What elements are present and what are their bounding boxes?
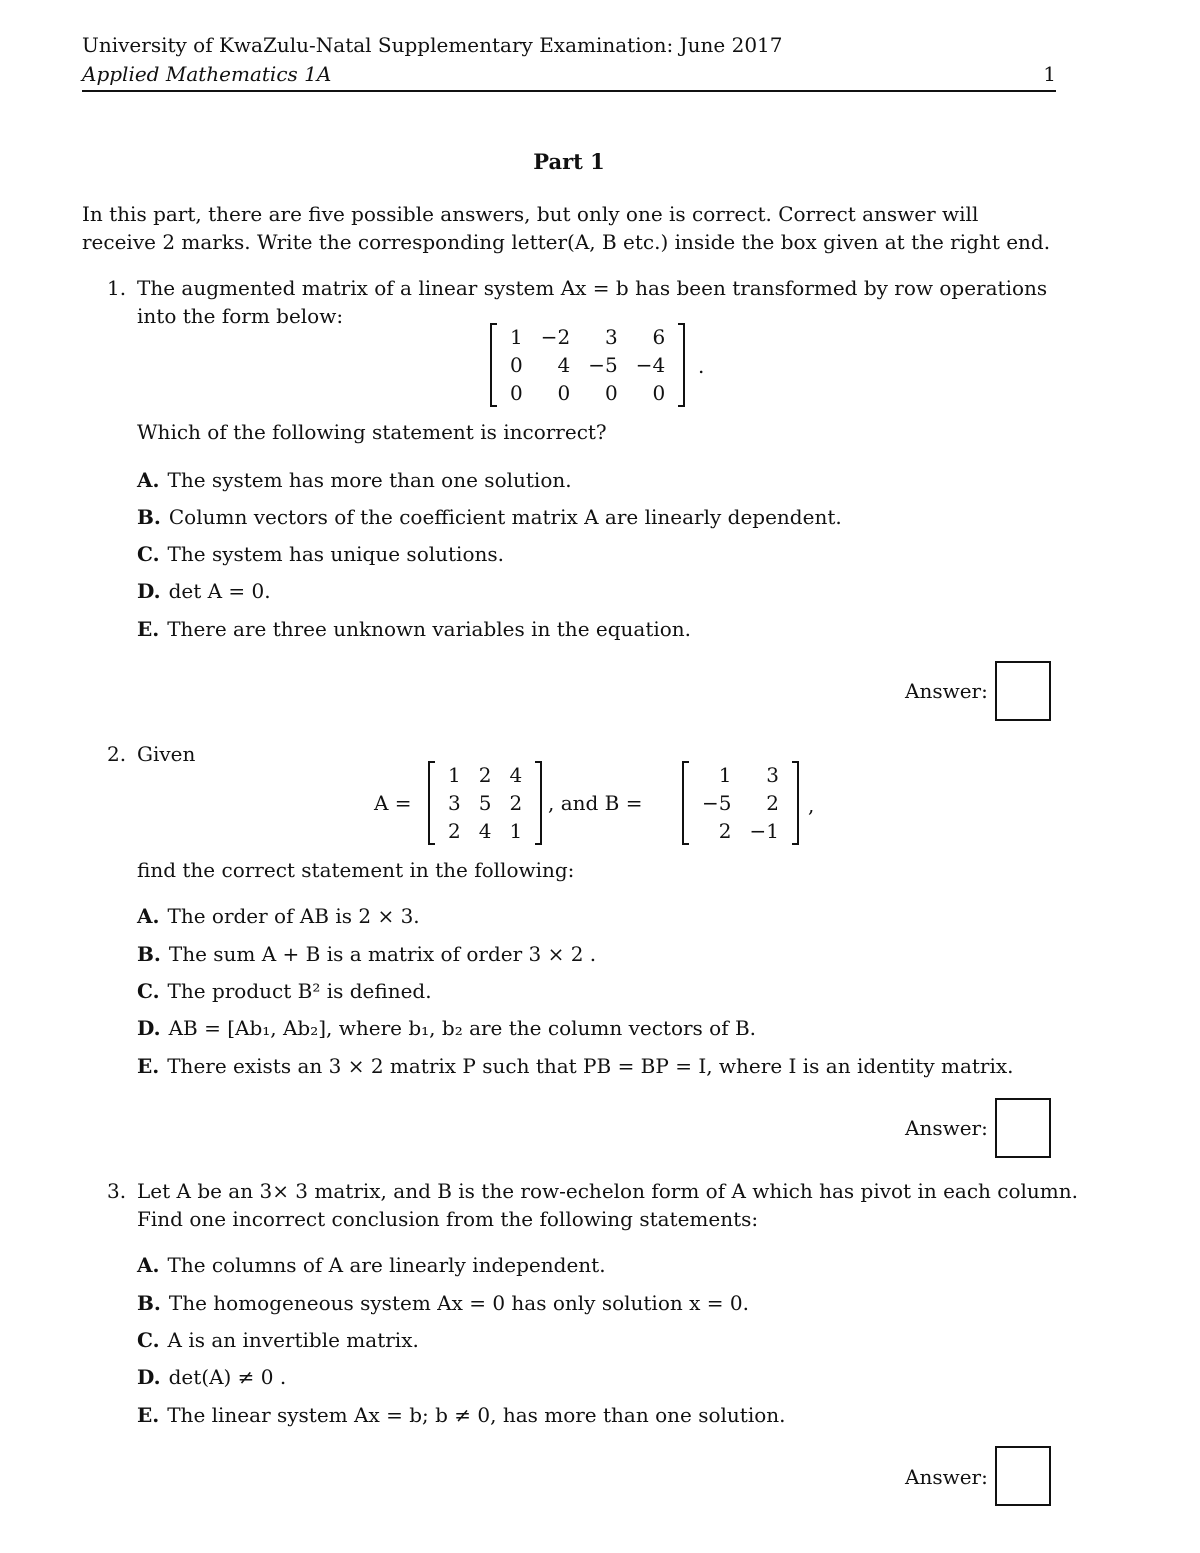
q2-prompt: find the correct statement in the following:: [137, 858, 575, 882]
page-number: 1: [1043, 62, 1056, 86]
q3-text-line2: Find one incorrect conclusion from the following statements:: [137, 1207, 759, 1231]
q1-option-d: [137, 577, 271, 605]
q2-a-label: A =: [374, 791, 412, 815]
q3-answer-label: Answer:: [905, 1465, 988, 1489]
option-text: The linear system Ax = b; b ≠ 0, has more than one solution.: [167, 1403, 786, 1427]
matrix-cell: 0: [557, 381, 571, 405]
matrix-cell: 2: [766, 791, 779, 815]
option-text: A is an invertible matrix.: [167, 1328, 419, 1352]
matrix-cell: 4: [557, 353, 571, 377]
matrix-cell: 2: [509, 791, 523, 815]
part-title: Part 1: [533, 149, 605, 174]
option-text: There exists an 3 × 2 matrix P such that PB = BP = I, where I is an identity matrix.: [167, 1054, 1014, 1078]
matrix-cell: 2: [478, 763, 492, 787]
matrix-cell: 0: [652, 381, 666, 405]
option-text: The order of AB is 2 × 3.: [167, 904, 420, 928]
matrix-cell: 2: [718, 819, 732, 843]
q1-augmented-matrix: [490, 323, 685, 407]
q3-option-a: [137, 1251, 606, 1279]
q2-matrix-b: [682, 761, 799, 845]
matrix-cell: 1: [448, 763, 461, 787]
option-letter: D.: [137, 1365, 161, 1389]
matrix-cell: 0: [510, 381, 523, 405]
option-letter: A.: [137, 468, 160, 492]
q2-matrix-comma: ,: [808, 793, 815, 817]
option-text: The system has unique solutions.: [167, 542, 504, 566]
matrix-cell: 1: [718, 763, 732, 787]
matrix-cell: 0: [510, 353, 523, 377]
left-bracket: [428, 761, 435, 845]
q3-text-line1: Let A be an 3× 3 matrix, and B is the row-echelon form of A which has pivot in each column.: [137, 1179, 1079, 1203]
option-letter: C.: [137, 542, 160, 566]
matrix-cell: −2: [540, 325, 571, 349]
matrix-cell: 4: [509, 763, 523, 787]
right-bracket: [678, 323, 685, 407]
option-letter: C.: [137, 979, 160, 1003]
q2-option-d: [137, 1014, 756, 1042]
course-name: Applied Mathematics 1A: [82, 62, 332, 86]
option-text: The system has more than one solution.: [167, 468, 572, 492]
option-text: The sum A + B is a matrix of order 3 × 2 .: [168, 942, 597, 966]
q2-answer-label: Answer:: [905, 1116, 988, 1140]
matrix-cell: −5: [702, 791, 732, 815]
q1-answer-box[interactable]: [995, 661, 1051, 721]
option-letter: B.: [137, 942, 161, 966]
q1-option-c: [137, 540, 504, 568]
q1-option-a: [137, 466, 572, 494]
q3-option-d: [137, 1363, 286, 1391]
left-bracket: [490, 323, 497, 407]
option-text: Column vectors of the coefficient matrix A are linearly dependent.: [168, 505, 842, 529]
option-letter: D.: [137, 1016, 161, 1040]
option-letter: E.: [137, 617, 160, 641]
option-letter: E.: [137, 1403, 160, 1427]
q2-option-e: [137, 1052, 1014, 1080]
q1-prompt: Which of the following statement is incorrect?: [137, 420, 607, 444]
q2-option-b: [137, 940, 596, 968]
matrix-cell: −1: [749, 819, 779, 843]
matrix-cell: 3: [766, 763, 779, 787]
q1-option-e: [137, 615, 691, 643]
matrix-cell: 1: [510, 325, 523, 349]
q1-option-b: [137, 503, 842, 531]
q2-given: Given: [137, 742, 196, 766]
left-bracket: [682, 761, 689, 845]
matrix-cell: −5: [588, 353, 618, 377]
option-text: The homogeneous system Ax = 0 has only solution x = 0.: [168, 1291, 749, 1315]
q1-number: 1.: [107, 276, 127, 300]
matrix-cell: 4: [478, 819, 492, 843]
q3-option-b: [137, 1289, 749, 1317]
matrix-cell: 3: [448, 791, 461, 815]
option-letter: D.: [137, 579, 161, 603]
matrix-cell: 1: [509, 819, 523, 843]
option-letter: B.: [137, 1291, 161, 1315]
q2-option-a: [137, 902, 420, 930]
q3-option-e: [137, 1401, 786, 1429]
option-text: det(A) ≠ 0 .: [168, 1365, 287, 1389]
q1-text-line2: into the form below:: [137, 304, 344, 328]
q3-option-c: [137, 1326, 419, 1354]
matrix-cell: 0: [604, 381, 618, 405]
q1-answer-label: Answer:: [905, 679, 988, 703]
right-bracket: [535, 761, 542, 845]
option-letter: C.: [137, 1328, 160, 1352]
part-intro: In this part, there are five possible answers, but only one is correct. Correct answer will receive 2 marks. Write the corresponding letter(A, B etc.) inside the box given at the right end.: [82, 202, 1051, 254]
header-title: University of KwaZulu-Natal Supplementary Examination: June 2017: [82, 33, 783, 57]
option-text: AB = [Ab₁, Ab₂], where b₁, b₂ are the column vectors of B.: [168, 1016, 757, 1040]
q1-text-line1: The augmented matrix of a linear system Ax = b has been transformed by row operations: [137, 276, 1048, 300]
option-text: The columns of A are linearly independent.: [167, 1253, 606, 1277]
q2-number: 2.: [107, 742, 127, 766]
option-text: There are three unknown variables in the equation.: [167, 617, 692, 641]
option-letter: B.: [137, 505, 161, 529]
matrix-cell: 5: [478, 791, 492, 815]
q2-and-b-label: , and B =: [548, 791, 643, 815]
matrix-cell: 3: [604, 325, 618, 349]
q2-matrix-a: [428, 761, 542, 845]
option-letter: A.: [137, 1253, 160, 1277]
q3-number: 3.: [107, 1179, 127, 1203]
option-letter: E.: [137, 1054, 160, 1078]
right-bracket: [792, 761, 799, 845]
matrix-cell: 6: [652, 325, 666, 349]
option-letter: A.: [137, 904, 160, 928]
q1-matrix-period: .: [698, 354, 705, 378]
matrix-cell: 2: [448, 819, 461, 843]
q2-answer-box[interactable]: [995, 1098, 1051, 1158]
option-text: The product B² is defined.: [167, 979, 432, 1003]
option-text: det A = 0.: [168, 579, 271, 603]
matrix-cell: −4: [635, 353, 666, 377]
header-rule: [82, 90, 1056, 92]
q2-option-c: [137, 977, 432, 1005]
q3-answer-box[interactable]: [995, 1446, 1051, 1506]
